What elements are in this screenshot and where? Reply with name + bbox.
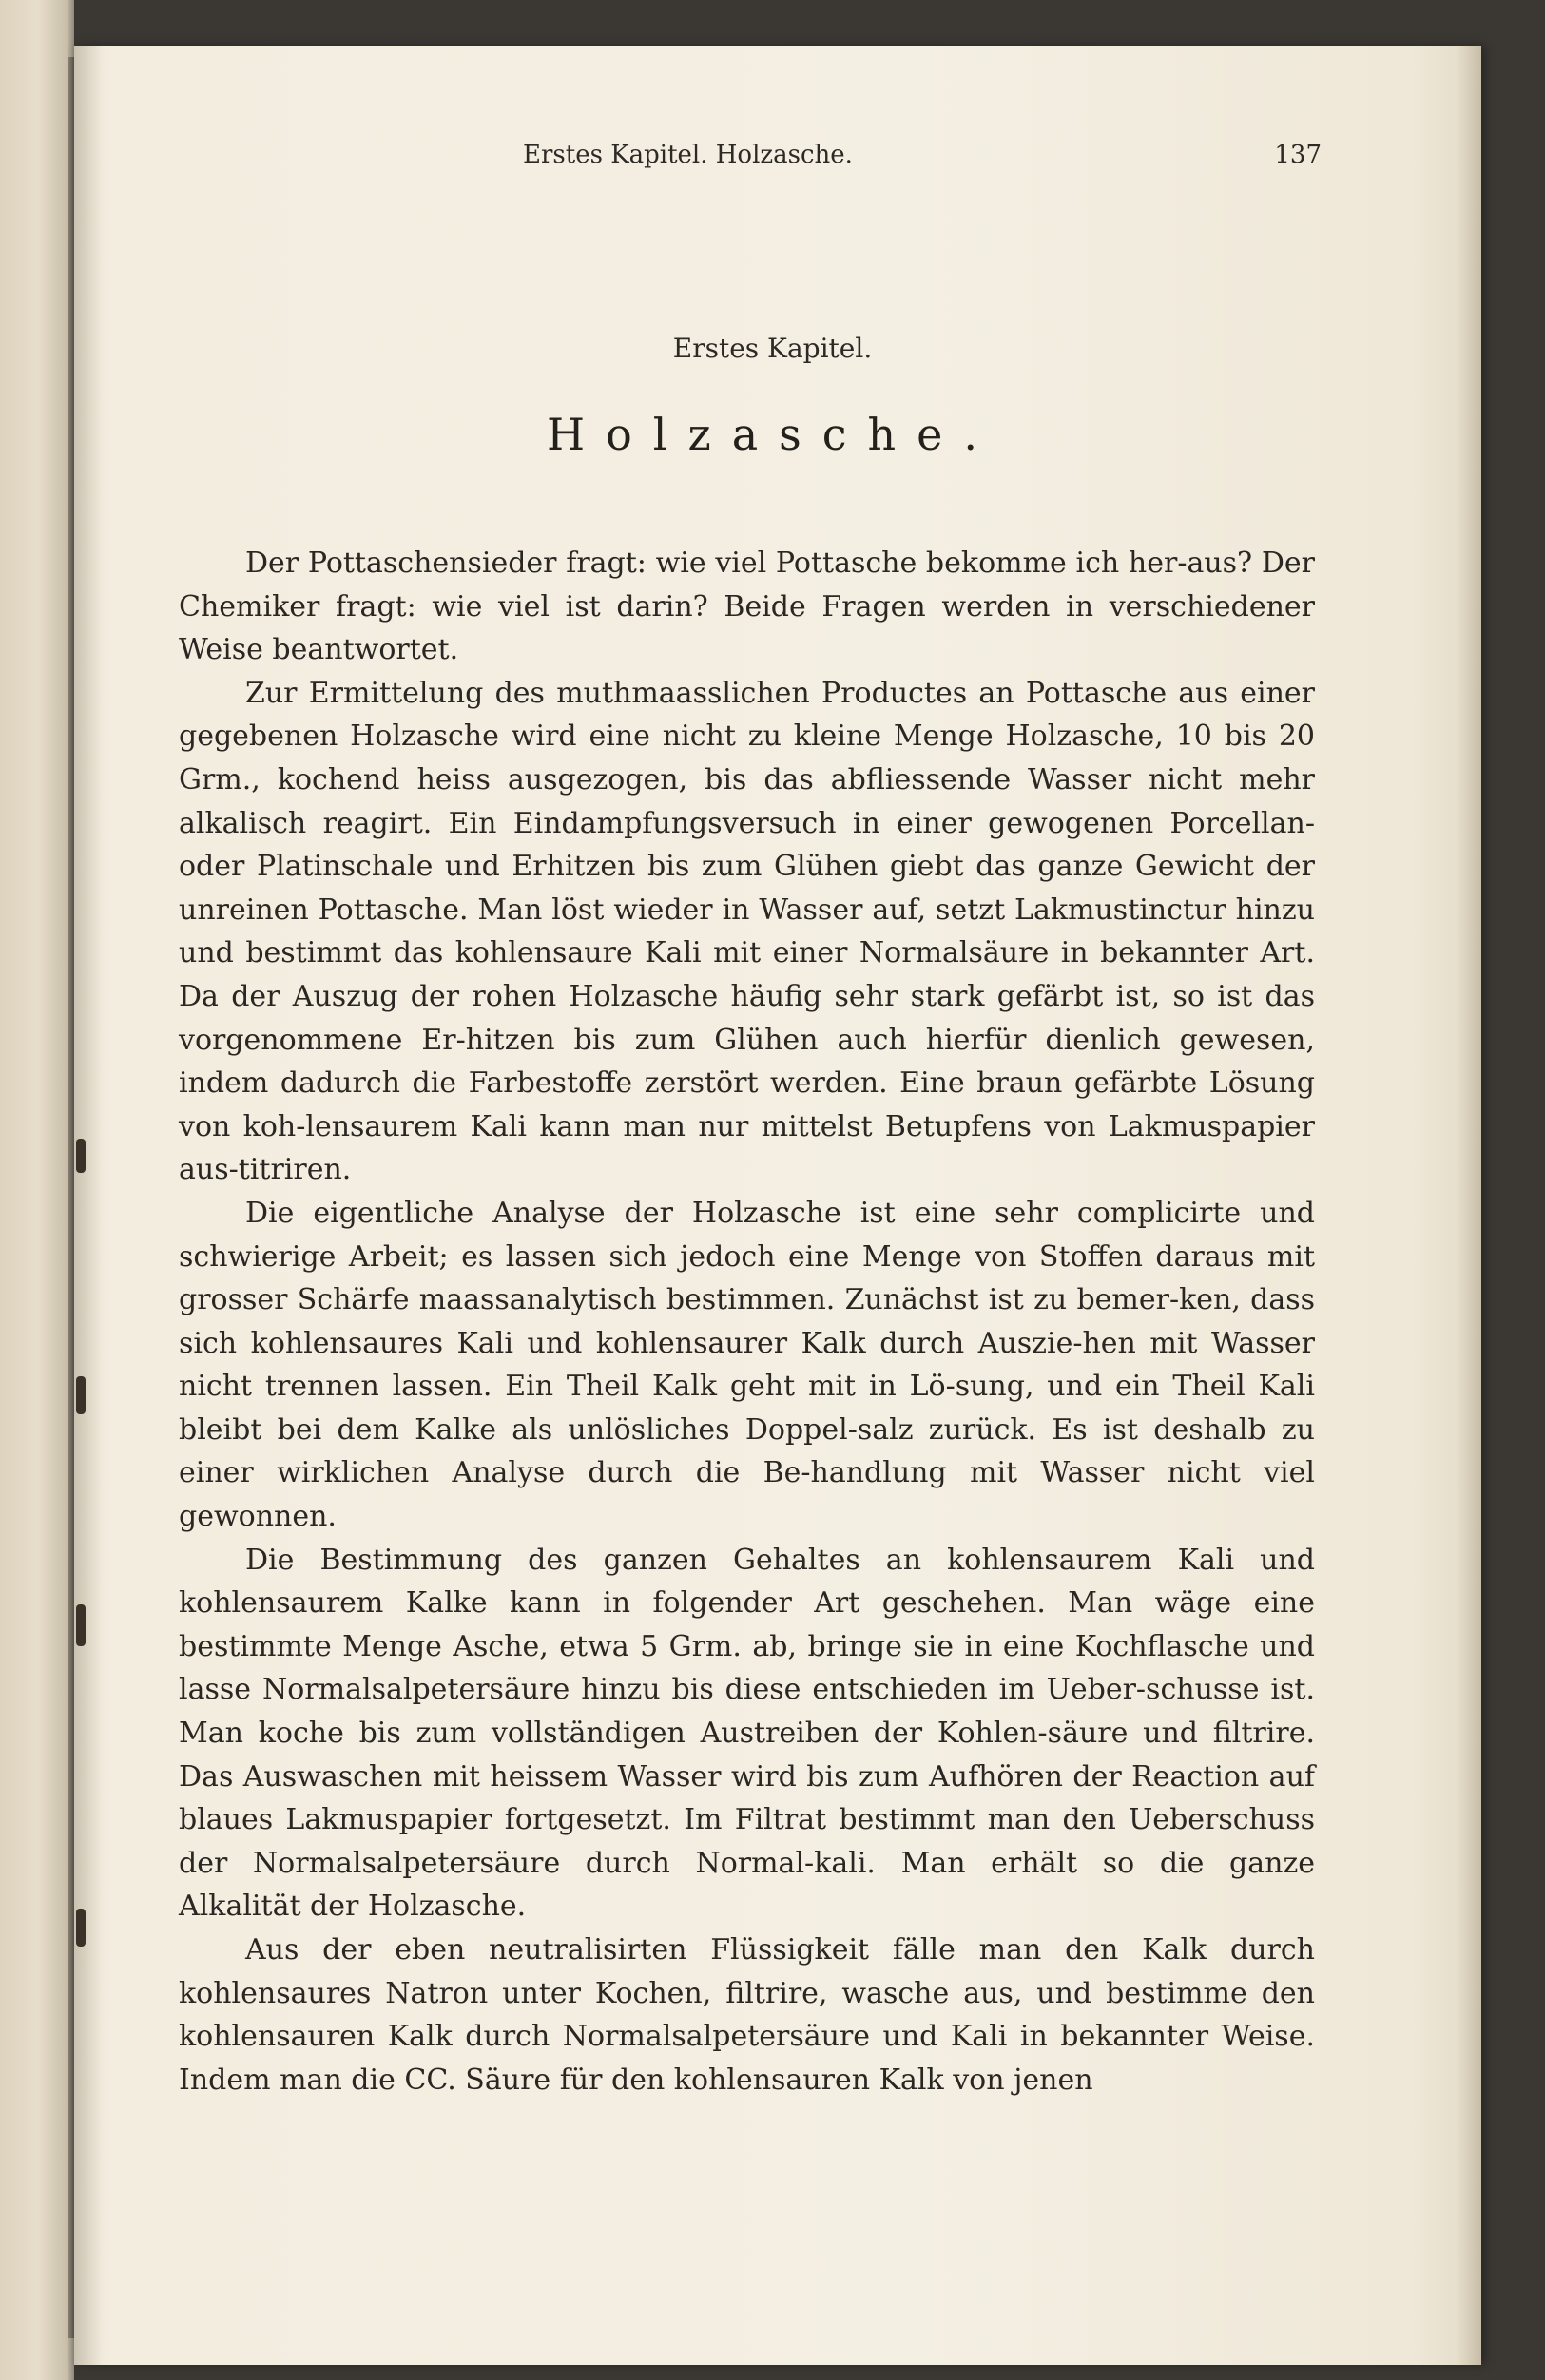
- binding-thread-mark: [76, 1376, 86, 1414]
- paragraph: Der Pottaschensieder fragt: wie viel Pottasche bekomme ich her-aus? Der Chemiker fragt: wie viel ist darin? Beide Fragen werden in verschiedener Weise beantwortet.: [179, 547, 1315, 667]
- running-head: [447, 141, 1322, 179]
- binding-thread-mark: [76, 1139, 86, 1173]
- paragraph: Die Bestimmung des ganzen Gehaltes an kohlensaurem Kali und kohlensaurem Kalke kann in folgender Art geschehen. Man wäge eine bestimmte Menge Asche, etwa 5 Grm. ab, bringe sie in eine Kochflasche und lasse Normalsalpetersäure hinzu bis diese entschieden im Ueber-schusse ist. Man koche bis zum vollständigen Austreiben der Kohlen-säure und filtrire. Das Auswaschen mit heissem Wasser wird bis zum Aufhören der Reaction auf blaues Lakmuspapier fortgesetzt. Im Filtrat bestimmt man den Ueberschuss der Normalsalpetersäure durch Normal-kali. Man erhält so die ganze Alkalität der Holzasche.: [179, 1543, 1315, 1924]
- page-number: 137: [1274, 141, 1322, 169]
- paragraph: Die eigentliche Analyse der Holzasche ist eine sehr complicirte und schwierige Arbeit; es lassen sich jedoch eine Menge von Stoffen daraus mit grosser Schärfe maassanalytisch bestimmen. Zunächst ist zu bemer-ken, dass sich kohlensaures Kali und kohlensaurer Kalk durch Auszie-hen mit Wasser nicht trennen lassen. Ein Theil Kalk geht mit in Lö-sung, und ein Theil Kali bleibt bei dem Kalke als unlösliches Doppel-salz zurück. Es ist deshalb zu einer wirklichen Analyse durch die Be-handlung mit Wasser nicht viel gewonnen.: [179, 1196, 1315, 1534]
- binding-thread-mark: [76, 1909, 86, 1947]
- paragraph: Zur Ermittelung des muthmaasslichen Productes an Pottasche aus einer gegebenen Holzasche wird eine nicht zu kleine Menge Holzasche, 10 bis 20 Grm., kochend heiss ausgezogen, bis das abfliessende Wasser nicht mehr alkalisch reagirt. Ein Eindampfungsversuch in einer gewogenen Porcellan- oder Platinschale und Erhitzen bis zum Glühen giebt das ganze Gewicht der unreinen Pottasche. Man löst wieder in Wasser auf, setzt Lakmustinctur hinzu und bestimmt das kohlensaure Kali mit einer Normalsäure in bekannter Art. Da der Auszug der rohen Holzasche häufig sehr stark gefärbt ist, so ist das vorgenommene Er-hitzen bis zum Glühen auch hierfür dienlich gewesen, indem dadurch die Farbestoffe zerstört werden. Eine braun gefärbte Lösung von koh-lensaurem Kali kann man nur mittelst Betupfens von Lakmuspapier aus-titriren.: [179, 676, 1315, 1187]
- body-text: [179, 542, 1315, 2102]
- page-edge-shadow: [1457, 46, 1481, 2365]
- chapter-title: Holzasche.: [546, 409, 999, 460]
- gutter-shadow: [74, 46, 103, 2365]
- chapter-label: Erstes Kapitel.: [672, 333, 873, 364]
- paragraph: Aus der eben neutralisirten Flüssigkeit fälle man den Kalk durch kohlensaures Natron unter Kochen, filtrire, wasche aus, und bestimme den kohlensauren Kalk durch Normalsalpetersäure und Kali in bekannter Weise. Indem man die CC. Säure für den kohlensauren Kalk von jenen: [179, 1933, 1315, 2097]
- running-head-title: Erstes Kapitel. Holzasche.: [523, 141, 853, 169]
- binding-thread-mark: [76, 1604, 86, 1646]
